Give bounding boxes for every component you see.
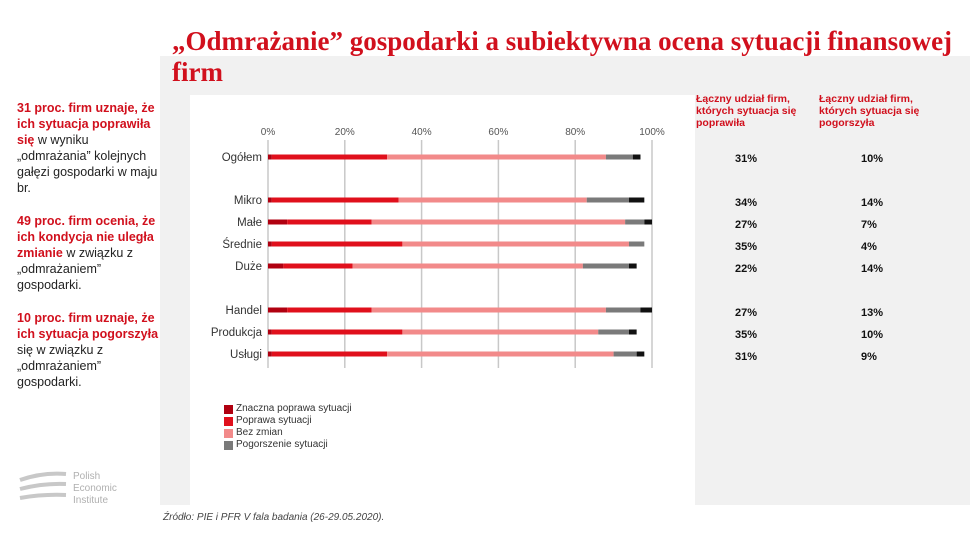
worsened-share-value: 14%: [861, 197, 884, 209]
bar-segment: [272, 242, 403, 247]
x-tick-label: 100%: [639, 127, 665, 138]
bar-segment: [268, 155, 272, 160]
summary-paragraph-2: [17, 213, 160, 293]
x-tick-label: 60%: [488, 127, 509, 138]
bar-segment: [268, 330, 272, 335]
bar-segment: [268, 242, 272, 247]
summary-rest-3: się w związku z „odmrażaniem” gospodarki.: [17, 343, 104, 389]
bar-segment: [629, 198, 644, 203]
bar-segment: [614, 352, 637, 357]
x-tick-label: 80%: [565, 127, 586, 138]
bar-segment: [272, 198, 399, 203]
legend-item: [224, 439, 352, 451]
bar-segment: [644, 220, 652, 225]
improved-share-value: 31%: [735, 153, 758, 165]
improved-share-value: 27%: [735, 219, 758, 231]
category-label: Średnie: [222, 239, 262, 251]
summary-paragraph-3: [17, 310, 160, 390]
bar-segment: [606, 155, 633, 160]
legend-item: [224, 415, 352, 427]
bar-segment: [387, 352, 614, 357]
bar-segment: [606, 308, 641, 313]
category-label: Ogółem: [221, 152, 262, 164]
worsened-share-value: 7%: [861, 219, 877, 231]
improved-share-value: 31%: [735, 351, 758, 363]
bar-segment: [272, 330, 403, 335]
improved-share-value: 35%: [735, 241, 758, 253]
page-title: „Odmrażanie” gospodarki a subiektywna ocena sytuacji finansowej firm: [172, 26, 953, 87]
bar-segment: [268, 352, 272, 357]
worsened-share-value: 10%: [861, 329, 884, 341]
legend-swatch: [224, 417, 233, 426]
bar-segment: [402, 242, 629, 247]
improved-share-value: 35%: [735, 329, 758, 341]
legend-label: Znaczna poprawa sytuacji: [236, 403, 352, 414]
improved-share-value: 27%: [735, 307, 758, 319]
summary-highlight-3: 10 proc. firm uznaje, że ich sytuacja pogorszyła: [17, 311, 159, 341]
bar-segment: [598, 330, 629, 335]
bar-segment: [629, 264, 637, 269]
x-tick-label: 0%: [260, 127, 276, 138]
worsened-column-header: Łączny udział firm, których sytuacja się pogorszyła: [819, 93, 920, 129]
worsened-share-value: 13%: [861, 307, 884, 319]
bar-segment: [625, 220, 644, 225]
summary-text: [17, 100, 160, 407]
summary-paragraph-1: [17, 100, 160, 196]
pie-logo-icon: [18, 470, 68, 504]
bar-segment: [287, 220, 371, 225]
x-tick-label: 20%: [334, 127, 355, 138]
legend-label: Poprawa sytuacji: [236, 415, 312, 426]
bar-segment: [587, 198, 629, 203]
category-label: Mikro: [233, 195, 262, 207]
chart-x-ticks: [261, 127, 665, 138]
chart-category-labels: [211, 152, 263, 361]
bar-segment: [287, 308, 371, 313]
worsened-share-value: 4%: [861, 241, 877, 253]
bar-segment: [372, 308, 606, 313]
worsened-share-value: 9%: [861, 351, 877, 363]
bar-segment: [268, 308, 287, 313]
x-tick-label: 40%: [411, 127, 432, 138]
bar-segment: [272, 352, 387, 357]
bar-segment: [629, 242, 644, 247]
stacked-bar-chart: [190, 120, 695, 420]
category-label: Handel: [225, 305, 262, 317]
category-label: Usługi: [230, 349, 262, 361]
bar-segment: [283, 264, 352, 269]
bar-segment: [402, 330, 598, 335]
logo-line-1: Polish: [73, 471, 101, 482]
bar-segment: [640, 308, 652, 313]
category-label: Duże: [235, 261, 262, 273]
bar-segment: [352, 264, 582, 269]
bar-segment: [387, 155, 606, 160]
improved-share-value: 34%: [735, 197, 758, 209]
worsened-share-value: 14%: [861, 263, 884, 275]
summary-rest-1: w wyniku „odmrażania” kolejnych gałęzi gospodarki w maju br.: [17, 133, 158, 195]
logo-line-2: Economic: [73, 483, 117, 494]
source-note: Źródło: PIE i PFR V fala badania (26-29.05.2020).: [163, 512, 385, 523]
bar-segment: [372, 220, 625, 225]
bar-segment: [268, 220, 287, 225]
bar-segment: [633, 155, 641, 160]
legend-item: [224, 427, 352, 439]
improved-share-value: 22%: [735, 263, 758, 275]
legend-item: [224, 403, 352, 415]
chart-bars: [268, 155, 652, 357]
bar-segment: [272, 155, 387, 160]
worsened-share-value: 10%: [861, 153, 884, 165]
improved-column-header: Łączny udział firm, których sytuacja się poprawiła: [696, 93, 797, 129]
legend-swatch: [224, 405, 233, 414]
bar-segment: [268, 198, 272, 203]
category-label: Małe: [237, 217, 262, 229]
legend-label: Pogorszenie sytuacji: [236, 439, 328, 450]
chart-legend: [224, 403, 352, 451]
summary-highlight-1: 31 proc. firm uznaje, że ich sytuacja poprawiła się: [17, 101, 155, 147]
legend-label: Bez zmian: [236, 427, 283, 438]
bar-segment: [583, 264, 629, 269]
logo-text: [73, 471, 117, 507]
summary-rest-2: w związku z „odmrażaniem” gospodarki.: [17, 246, 134, 292]
summary-highlight-2: 49 proc. firm ocenia, że ich kondycja nie uległa zmianie: [17, 214, 156, 260]
legend-swatch: [224, 441, 233, 450]
category-label: Produkcja: [210, 327, 262, 339]
bar-segment: [637, 352, 645, 357]
logo-line-3: Institute: [73, 495, 109, 506]
bar-segment: [629, 330, 637, 335]
bar-segment: [399, 198, 587, 203]
legend-swatch: [224, 429, 233, 438]
bar-segment: [268, 264, 283, 269]
